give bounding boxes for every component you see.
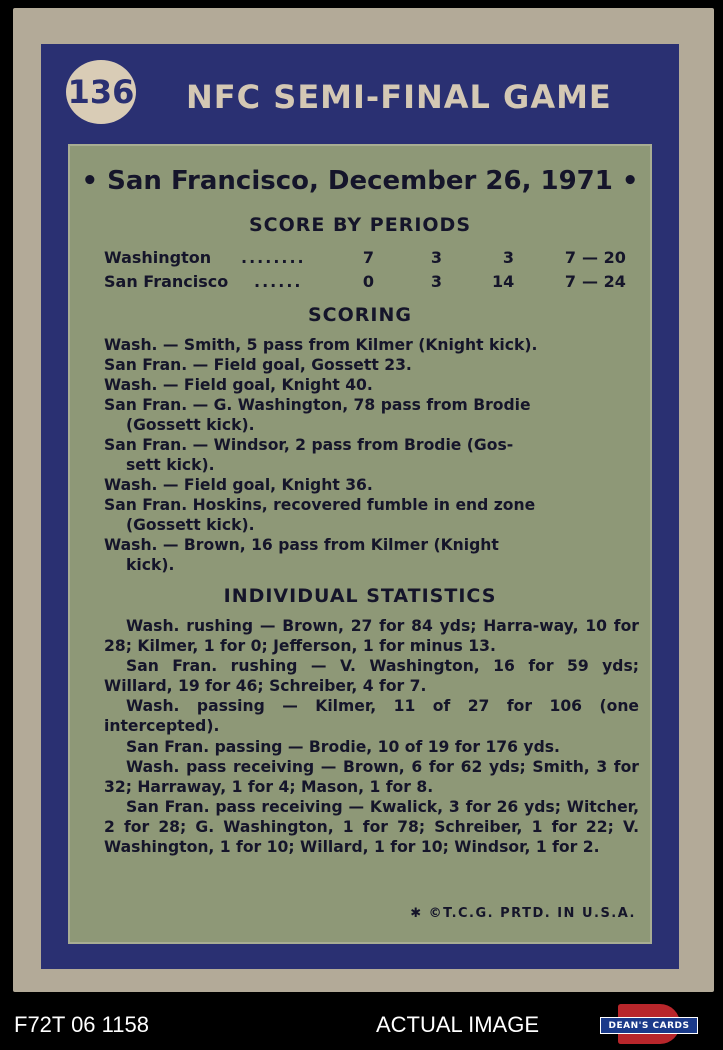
scoring-entry — [104, 375, 639, 395]
individual-statistics-heading: INDIVIDUAL STATISTICS — [223, 585, 497, 607]
scoring-text: San Fran. — G. Washington, 78 pass from Brodie — [104, 396, 531, 414]
scoring-entry — [104, 495, 639, 535]
stat-paragraph: San Fran. passing — Brodie, 10 of 19 for 176 yds. — [126, 737, 560, 756]
scoring-list — [104, 335, 639, 575]
scoring-text: Wash. — Smith, 5 pass from Kilmer (Knight kick). — [104, 336, 538, 354]
logo-text: DEAN'S CARDS — [608, 1020, 690, 1031]
final-score: — 24 — [582, 272, 626, 291]
scoring-entry — [104, 335, 639, 355]
period-1-score: 0 — [362, 272, 374, 291]
stat-paragraph: Wash. rushing — Brown, 27 for 84 yds; Harra-way, 10 for 28; Kilmer, 1 for 0; Jefferson, 1 for minus 13. — [104, 617, 639, 656]
stat-paragraph: Wash. pass receiving — Brown, 6 for 62 yds; Smith, 3 for 32; Harraway, 1 for 4; Mason, 1 for 8. — [104, 757, 639, 796]
dot-leader: ...... — [254, 272, 303, 291]
final-score: — 20 — [582, 248, 626, 267]
dot-leader: ........ — [241, 248, 306, 267]
scoring-text: San Fran. — Windsor, 2 pass from Brodie (Gos- — [104, 436, 514, 454]
logo-banner — [600, 1017, 698, 1034]
period-3-score: 14 — [492, 272, 515, 291]
scoring-entry — [104, 435, 639, 475]
scoring-entry — [104, 535, 639, 575]
stat-paragraph: San Fran. rushing — V. Washington, 16 for 59 yds; Willard, 19 for 46; Schreiber, 4 for 7. — [104, 657, 639, 696]
team-name: San Francisco — [104, 272, 229, 291]
period-4-score: 7 — [564, 272, 576, 291]
team-name: Washington — [104, 248, 212, 267]
copyright-line: ✱ ©T.C.G. PRTD. IN U.S.A. — [410, 906, 636, 921]
scoring-text: Wash. — Field goal, Knight 40. — [104, 376, 373, 394]
period-1-score: 7 — [362, 248, 374, 267]
scoring-text: Wash. — Field goal, Knight 36. — [104, 476, 373, 494]
scoring-text: San Fran. Hoskins, recovered fumble in end zone — [104, 496, 536, 514]
period-3-score: 3 — [502, 248, 514, 267]
period-2-score: 3 — [430, 272, 442, 291]
period-2-score: 3 — [430, 248, 442, 267]
card-title: NFC SEMI-FINAL GAME — [186, 78, 612, 116]
statistics-list — [104, 616, 639, 857]
actual-image-label: ACTUAL IMAGE — [376, 1012, 539, 1037]
card-frame — [41, 44, 679, 969]
score-row-san-francisco — [104, 272, 642, 294]
stat-paragraph: San Fran. pass receiving — Kwalick, 3 for 26 yds; Witcher, 2 for 28; G. Washington, 1 for 78; Schreiber, 1 for 22; V. Washington, 1 for 10; Willard, 1 for 10; Windsor, 1 for 2. — [104, 797, 639, 857]
scoring-text-continued: (Gossett kick). — [126, 416, 255, 434]
scoring-heading: SCORING — [308, 304, 412, 326]
score-row-washington — [104, 248, 642, 270]
scoring-text-continued: kick). — [126, 556, 175, 574]
card-text-panel — [68, 144, 652, 944]
score-by-periods-heading: SCORE BY PERIODS — [248, 214, 472, 236]
scoring-text-continued: (Gossett kick). — [126, 516, 255, 534]
scoring-entry — [104, 475, 639, 495]
scoring-text-continued: sett kick). — [126, 456, 215, 474]
scoring-entry — [104, 395, 639, 435]
scoring-text: San Fran. — Field goal, Gossett 23. — [104, 356, 412, 374]
stat-paragraph: Wash. passing — Kilmer, 11 of 27 for 106 (one intercepted). — [104, 697, 639, 736]
inventory-code: F72T 06 1158 — [14, 1012, 149, 1037]
scoring-text: Wash. — Brown, 16 pass from Kilmer (Knight — [104, 536, 499, 554]
game-date-line: • San Francisco, December 26, 1971 • — [81, 166, 639, 196]
card-number-badge: 136 — [66, 60, 136, 124]
deans-cards-logo — [600, 1004, 696, 1044]
period-4-score: 7 — [564, 248, 576, 267]
scoring-entry — [104, 355, 639, 375]
